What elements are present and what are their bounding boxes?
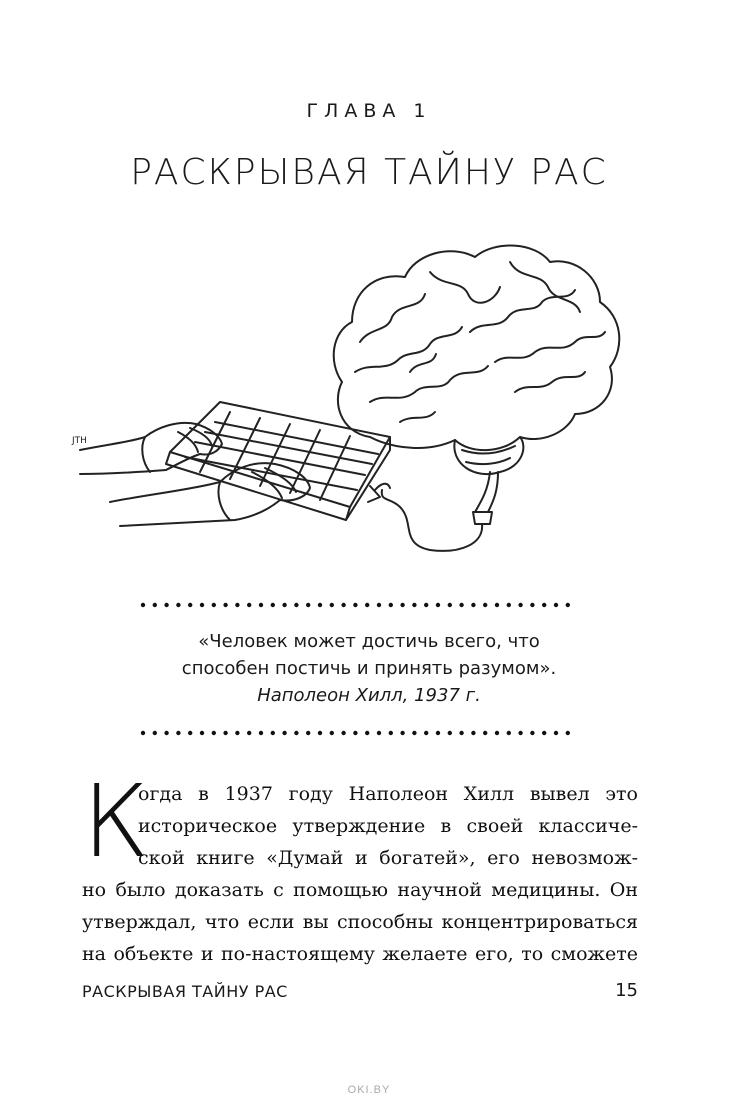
divider-dot <box>271 603 275 607</box>
divider-dot <box>542 731 546 735</box>
divider-dot <box>412 731 416 735</box>
divider-dot <box>365 731 369 735</box>
divider-dot <box>365 603 369 607</box>
divider-dot <box>566 603 570 607</box>
dotted-divider-bottom <box>140 729 570 737</box>
divider-dot <box>566 731 570 735</box>
body-paragraph <box>82 763 638 970</box>
divider-dot <box>223 603 227 607</box>
quote-line-1: «Человек может достичь всего, что <box>198 631 540 652</box>
divider-dot <box>223 731 227 735</box>
divider-dot <box>530 731 534 735</box>
divider-dot <box>330 603 334 607</box>
divider-dot <box>424 731 428 735</box>
divider-dot <box>164 731 168 735</box>
body-line: огда в 1937 году Наполеон Хилл вывел это <box>138 783 638 805</box>
divider-dot <box>153 603 157 607</box>
divider-dot <box>424 603 428 607</box>
divider-dot <box>471 731 475 735</box>
divider-dot <box>318 603 322 607</box>
divider-dot <box>471 603 475 607</box>
divider-dot <box>294 603 298 607</box>
divider-dot <box>554 603 558 607</box>
divider-dot <box>318 731 322 735</box>
divider-dot <box>483 731 487 735</box>
divider-dot <box>176 603 180 607</box>
divider-dot <box>483 603 487 607</box>
divider-dot <box>188 603 192 607</box>
divider-dot <box>188 731 192 735</box>
divider-dot <box>400 731 404 735</box>
divider-dot <box>400 603 404 607</box>
body-line: историческое утверждение в своей классиче- <box>138 815 638 837</box>
divider-dot <box>341 603 345 607</box>
divider-dot <box>389 731 393 735</box>
divider-dot <box>282 731 286 735</box>
divider-dot <box>377 731 381 735</box>
divider-dot <box>495 603 499 607</box>
divider-dot <box>294 731 298 735</box>
watermark: OKI.BY <box>347 1084 391 1096</box>
divider-dot <box>448 603 452 607</box>
illustration-signature: JTH <box>72 436 87 446</box>
divider-dot <box>235 731 239 735</box>
divider-dot <box>554 731 558 735</box>
divider-dot <box>518 603 522 607</box>
divider-dot <box>389 603 393 607</box>
chapter-title: РАСКРЫВАЯ ТАЙНУ РАС <box>130 152 608 193</box>
divider-dot <box>247 731 251 735</box>
divider-dot <box>141 603 145 607</box>
divider-dot <box>247 603 251 607</box>
quote-author: Наполеон Хилл, 1937 г. <box>257 685 481 706</box>
divider-dot <box>200 603 204 607</box>
brain-keyboard-illustration <box>70 232 630 562</box>
divider-dot <box>459 603 463 607</box>
divider-dot <box>141 731 145 735</box>
divider-dot <box>530 603 534 607</box>
divider-dot <box>235 603 239 607</box>
divider-dot <box>200 731 204 735</box>
drop-cap: К <box>82 763 150 880</box>
divider-dot <box>436 731 440 735</box>
running-title: РАСКРЫВАЯ ТАЙНУ РАС <box>82 982 288 1001</box>
divider-dot <box>495 731 499 735</box>
divider-dot <box>518 731 522 735</box>
body-line: но было доказать с помощью научной медицины. Он <box>82 879 638 901</box>
chapter-label: ГЛАВА 1 <box>306 100 432 122</box>
body-line: ской книге «Думай и богатей», его невозмож- <box>138 847 638 869</box>
divider-dot <box>353 731 357 735</box>
divider-dot <box>212 731 216 735</box>
divider-dot <box>259 731 263 735</box>
divider-dot <box>377 603 381 607</box>
divider-dot <box>153 731 157 735</box>
page-number: 15 <box>615 980 638 1001</box>
divider-dot <box>212 603 216 607</box>
divider-dot <box>459 731 463 735</box>
divider-dot <box>164 603 168 607</box>
epigraph-quote <box>100 628 638 709</box>
divider-dot <box>448 731 452 735</box>
body-line: утверждал, что если вы способны концентрироваться <box>82 911 638 933</box>
divider-dot <box>176 731 180 735</box>
divider-dot <box>282 603 286 607</box>
divider-dot <box>542 603 546 607</box>
divider-dot <box>436 603 440 607</box>
divider-dot <box>507 731 511 735</box>
divider-dot <box>306 731 310 735</box>
divider-dot <box>412 603 416 607</box>
divider-dot <box>259 603 263 607</box>
body-line: на объекте и по-настоящему желаете его, то сможете <box>82 943 638 965</box>
dotted-divider-top <box>140 601 570 609</box>
quote-line-2: способен постичь и принять разумом». <box>181 658 557 679</box>
divider-dot <box>306 603 310 607</box>
divider-dot <box>341 731 345 735</box>
divider-dot <box>271 731 275 735</box>
divider-dot <box>353 603 357 607</box>
divider-dot <box>507 603 511 607</box>
divider-dot <box>330 731 334 735</box>
